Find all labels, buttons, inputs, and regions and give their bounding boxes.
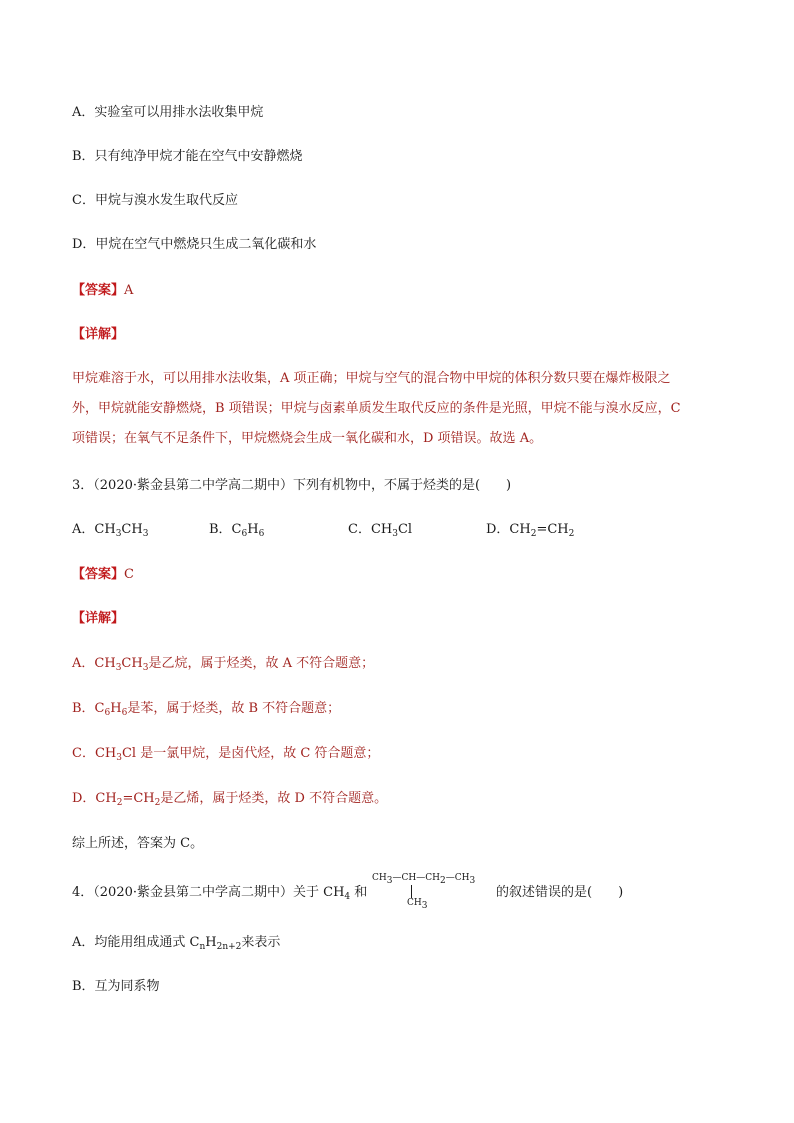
q3-option-d: D．$CH_2=CH_2$ — [486, 522, 575, 539]
q2-answer — [72, 282, 133, 300]
q3-stem: 3．（2020·紫金县第二中学高二期中）下列有机物中，不属于烃类的是( ) — [72, 478, 512, 493]
q3-summary: 综上所述，答案为 C。 — [72, 836, 204, 851]
structure-bond-line — [411, 885, 412, 898]
answer-tag: 【答案】 — [72, 283, 125, 298]
q3-option-b: B．$C_6H_6$ — [209, 522, 265, 539]
q4-option-a: A．均能用组成通式 $C_nH_{2n+2}$来表示 — [72, 935, 281, 952]
q2-detail-line-3: 项错误；在氧气不足条件下，甲烷燃烧会生成一氧化碳和水，D 项错误。故选 A。 — [72, 431, 543, 446]
isobutane-structure — [370, 870, 494, 912]
q3-detail-c: C．$CH_3Cl$ 是一氯甲烷，是卤代烃，故 C 符合题意； — [72, 746, 380, 763]
answer-value: A — [124, 283, 134, 298]
answer-tag: 【答案】 — [72, 567, 125, 582]
structure-branch: $CH_3$ — [407, 898, 428, 911]
q2-detail-line-2: 外，甲烷就能安静燃烧，B 项错误；甲烷与卤素单质发生取代反应的条件是光照，甲烷不能与溴水反应，C — [72, 401, 681, 416]
q3-detail-a: A．$CH_3CH_3$是乙烷，属于烃类，故 A 不符合题意； — [72, 656, 375, 673]
q4-option-b: B．互为同系物 — [72, 979, 160, 994]
q2-option-b: B．只有纯净甲烷才能在空气中安静燃烧 — [72, 149, 303, 164]
q4-stem: 4．（2020·紫金县第二中学高二期中）关于 $CH_4$ 和 — [72, 885, 368, 902]
q3-answer — [72, 566, 134, 584]
q2-option-d: D．甲烷在空气中燃烧只生成二氧化碳和水 — [72, 237, 317, 252]
q4-stem-suffix: 的叙述错误的是( ) — [496, 885, 624, 900]
q3-detail-tag: 【详解】 — [72, 611, 125, 626]
answer-value: C — [124, 567, 134, 582]
q3-detail-d: D．$CH_2=CH_2$是乙烯，属于烃类，故 D 不符合题意。 — [72, 791, 388, 808]
q2-option-a: A．实验室可以用排水法收集甲烷 — [72, 105, 264, 120]
q3-detail-b: B．$C_6H_6$是苯，属于烃类，故 B 不符合题意； — [72, 701, 341, 718]
q3-option-c: C．$CH_3Cl$ — [348, 522, 413, 539]
q2-detail-tag: 【详解】 — [72, 327, 125, 342]
structure-main-chain: $CH_3—CH—CH_2—CH_3$ — [372, 873, 476, 886]
q3-option-a: A．$CH_3CH_3$ — [72, 522, 149, 539]
q2-detail-line-1: 甲烷难溶于水，可以用排水法收集，A 项正确；甲烷与空气的混合物中甲烷的体积分数只要在爆炸极限之 — [72, 371, 671, 386]
q2-option-c: C．甲烷与溴水发生取代反应 — [72, 193, 238, 208]
